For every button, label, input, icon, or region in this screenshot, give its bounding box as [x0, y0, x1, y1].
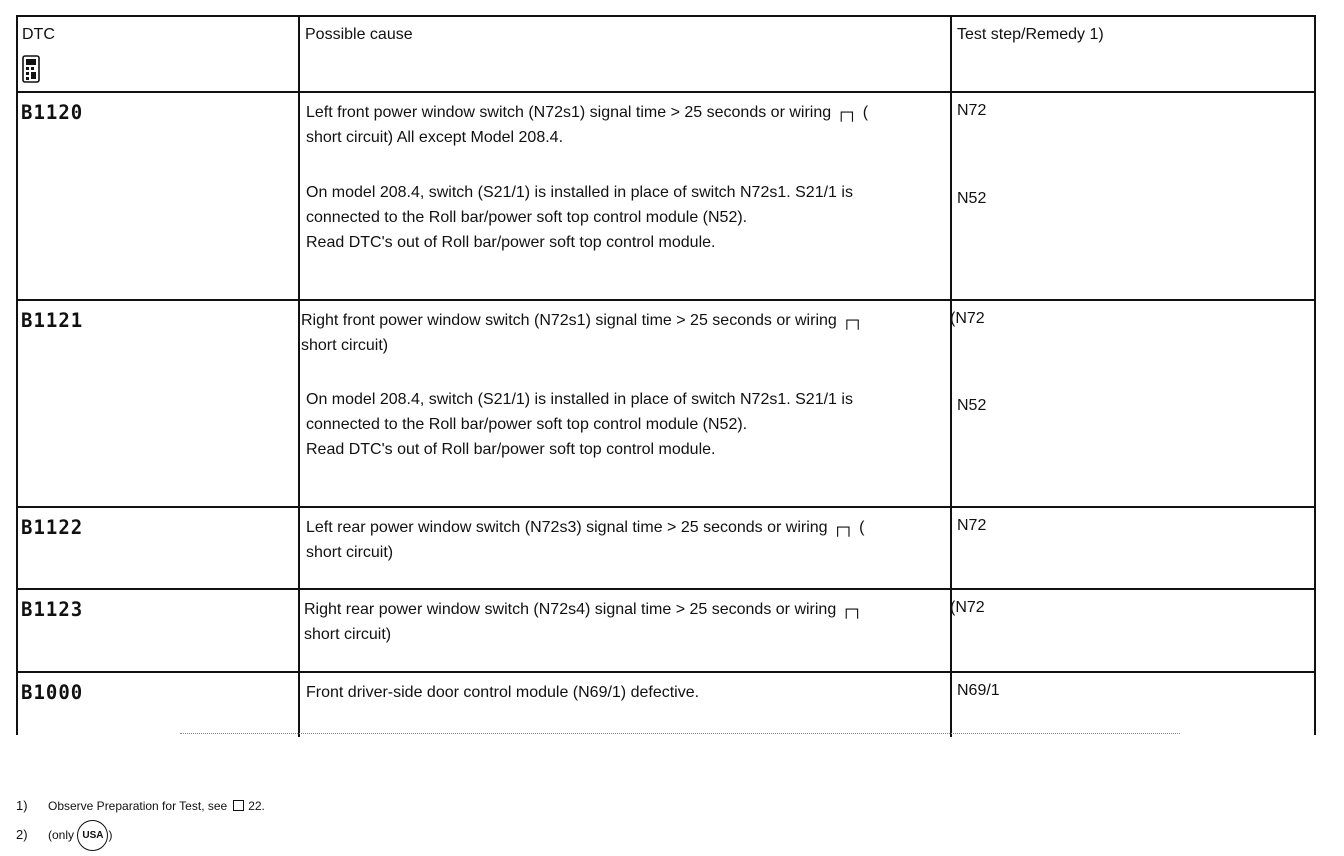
remedy-cell	[950, 508, 1314, 588]
table-row	[18, 673, 1314, 737]
footnote-ref: 22.	[248, 799, 265, 813]
cause-note: On model 208.4, switch (S21/1) is installed in place of switch N72s1. S21/1 is connected to the Roll bar/power soft top control module (N52). Read DTC's out of Roll bar/power soft top control module.	[306, 391, 853, 458]
dtc-cell	[18, 590, 298, 671]
remedy-cell	[950, 93, 1314, 299]
remedy-cell	[950, 301, 1314, 506]
footnote-text: Observe Preparation for Test, see	[48, 799, 228, 813]
footnote-number: 2)	[16, 827, 28, 842]
cause-cell	[298, 508, 950, 588]
dtc-table	[16, 15, 1316, 735]
remedy-cell	[950, 590, 1314, 671]
cause-text: Right rear power window switch (N72s4) signal time > 25 seconds or wiring ┌┐ short circuit)	[304, 601, 864, 643]
footnotes	[16, 792, 265, 851]
dtc-code: B1121	[21, 309, 84, 333]
footnote-1	[16, 792, 265, 820]
dtc-cell	[18, 673, 298, 737]
header-dtc-cell	[18, 17, 298, 91]
header-remedy-label: Test step/Remedy 1)	[957, 26, 1104, 43]
cause-text: Left front power window switch (N72s1) signal time > 25 seconds or wiring ┌┐ ( short circuit) All except Model 208.4.	[306, 104, 869, 146]
dtc-cell	[18, 301, 298, 506]
header-remedy-cell	[950, 17, 1314, 91]
table-row	[18, 93, 1314, 301]
dtc-code: B1120	[21, 101, 84, 125]
cause-text: Front driver-side door control module (N69/1) defective.	[306, 684, 700, 701]
footnote-text: (only	[48, 828, 75, 842]
cause-cell	[298, 301, 950, 506]
remedy-cell	[950, 673, 1314, 737]
table-header-row	[18, 17, 1314, 93]
test-step: N69/1	[957, 682, 1000, 699]
header-cause-cell	[298, 17, 950, 91]
cause-text: Right front power window switch (N72s1) signal time > 25 seconds or wiring ┌┐ short circuit)	[301, 312, 864, 354]
cause-note: On model 208.4, switch (S21/1) is installed in place of switch N72s1. S21/1 is connected to the Roll bar/power soft top control module (N52). Read DTC's out of Roll bar/power soft top control module.	[306, 184, 853, 251]
scan-artifact-divider	[180, 733, 1180, 736]
usa-badge-icon: USA	[77, 820, 108, 851]
table-row	[18, 301, 1314, 508]
header-dtc-label: DTC	[22, 26, 55, 43]
test-step: (N72	[950, 310, 985, 327]
cause-cell	[298, 93, 950, 299]
header-cause-label: Possible cause	[305, 26, 413, 43]
dtc-cell	[18, 93, 298, 299]
dtc-code: B1122	[21, 516, 84, 540]
test-step: (N72	[950, 599, 985, 616]
test-step: N52	[957, 397, 987, 414]
test-step: N72	[957, 517, 987, 534]
dtc-code: B1123	[21, 598, 84, 622]
cause-text: Left rear power window switch (N72s3) signal time > 25 seconds or wiring ┌┐ ( short circuit)	[306, 519, 865, 561]
table-row	[18, 590, 1314, 673]
diagnostic-tester-icon	[22, 55, 40, 83]
cause-cell	[298, 590, 950, 671]
footnote-suffix: )	[108, 828, 113, 842]
dtc-code: B1000	[21, 681, 84, 705]
footnote-number: 1)	[16, 798, 28, 813]
dtc-cell	[18, 508, 298, 588]
test-step: N52	[957, 190, 987, 207]
test-step: N72	[957, 102, 987, 119]
cause-cell	[298, 673, 950, 737]
book-ref-icon	[233, 800, 244, 811]
table-row	[18, 508, 1314, 590]
footnote-2	[16, 820, 265, 851]
